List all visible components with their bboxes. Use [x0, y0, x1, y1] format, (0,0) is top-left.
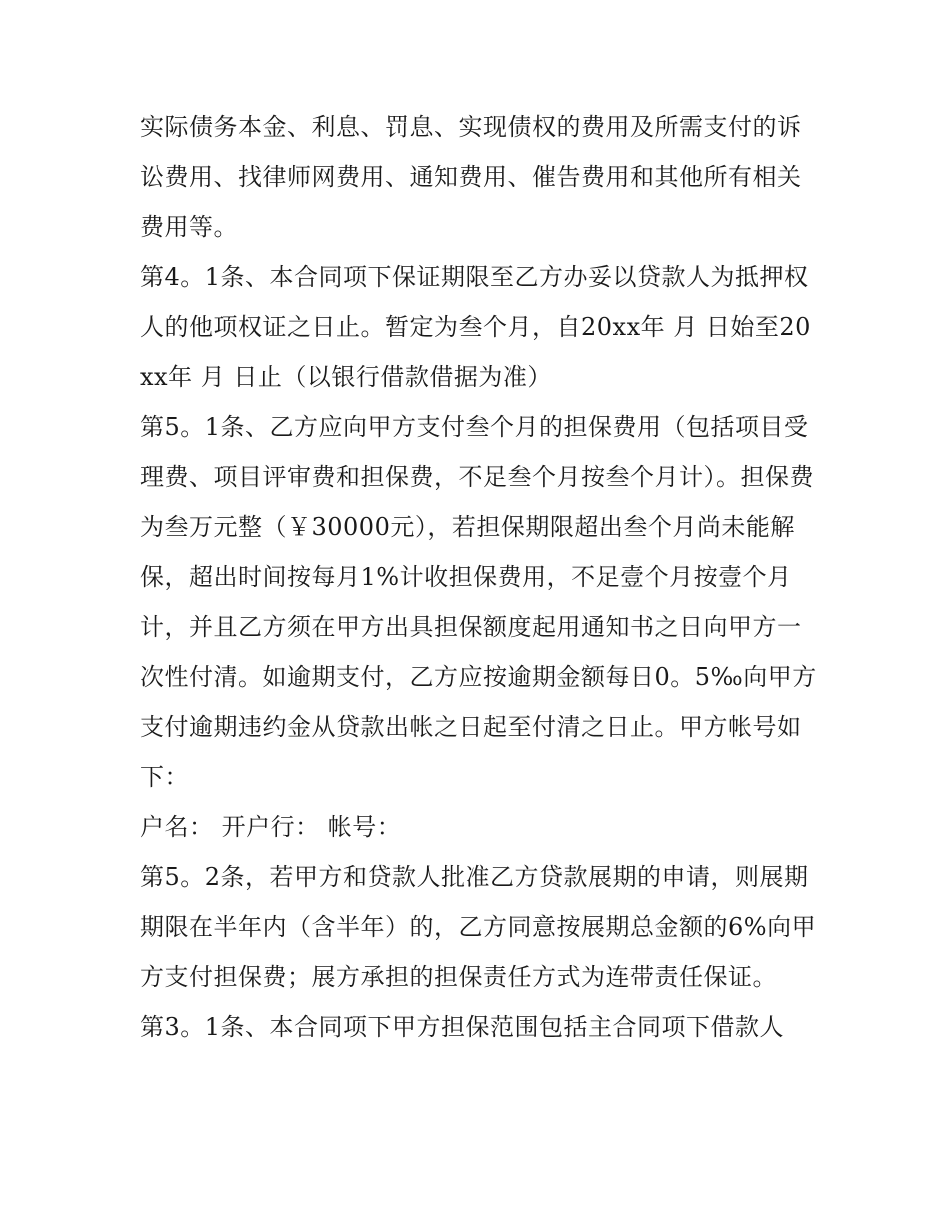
paragraph-article-3-1: 第3。1条、本合同项下甲方担保范围包括主合同项下借款人 — [140, 1013, 785, 1041]
paragraph-article-4-1: 第4。1条、本合同项下保证期限至乙方办妥以贷款人为抵押权人的他项权证之日止。暂定为叁个月，自20xx年 月 日始至20xx年 月 日止（以银行借款借据为准） — [140, 263, 811, 391]
document-body — [140, 102, 820, 1052]
paragraph-article-5-1: 第5。1条、乙方应向甲方支付叁个月的担保费用（包括项目受理费、项目评审费和担保费，不足叁个月按叁个月计）。担保费为叁万元整（￥30000元），若担保期限超出叁个月尚未能解保，超出时间按每月1%计收担保费用，不足壹个月按壹个月计，并且乙方须在甲方出具担保额度起用通知书之日向甲方一次性付清。如逾期支付，乙方应按逾期金额每日0。5‰向甲方支付逾期违约金从贷款出帐之日起至付清之日止。甲方帐号如下： — [140, 413, 817, 791]
paragraph-debt-scope: 实际债务本金、利息、罚息、实现债权的费用及所需支付的诉讼费用、找律师网费用、通知费用、催告费用和其他所有相关费用等。 — [140, 113, 802, 241]
paragraph-article-5-2: 第5。2条，若甲方和贷款人批准乙方贷款展期的申请，则展期期限在半年内（含半年）的，乙方同意按展期总金额的6%向甲方支付担保费；展方承担的担保责任方式为连带责任保证。 — [140, 863, 817, 991]
paragraph-account-info: 户名： 开户行： 帐号： — [140, 813, 402, 841]
